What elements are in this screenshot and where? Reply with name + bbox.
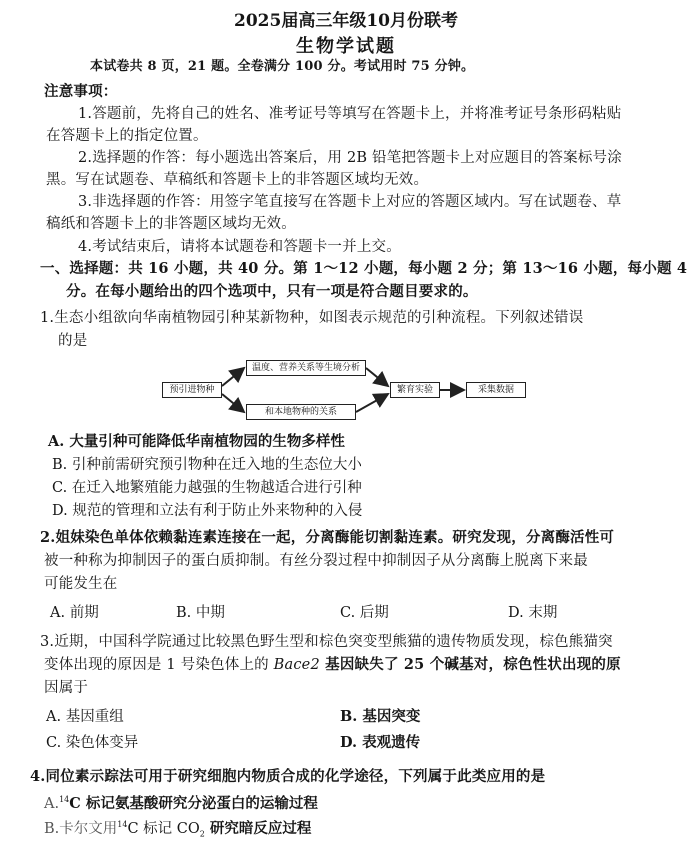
q3-stem-part: 变体出现的原因是 1 号染色体上的 [44, 657, 274, 673]
subject-title: 生物学试题 [296, 36, 396, 57]
option-label: B.卡尔文用 [44, 820, 118, 837]
note-line: 稿纸和答题卡上的非答题区域均无效。 [46, 216, 296, 232]
flow-end-box: 采集数据 [466, 382, 526, 398]
q3-option-b: B. 基因突变 [340, 708, 421, 725]
q2-stem: 可能发生在 [44, 576, 118, 592]
q1-stem: 1.生态小组欲向华南植物园引种某新物种，如图表示规范的引种流程。下列叙述错误 [40, 310, 584, 326]
q3-option-a: A. 基因重组 [46, 709, 124, 725]
option-text: 研究暗反应过程 [204, 819, 312, 837]
q1-option-c: C. 在迁入地繁殖能力越强的生物越适合进行引种 [52, 480, 362, 496]
q1-flow-diagram [160, 354, 550, 430]
section-heading: 一、选择题：共 16 小题，共 40 分。第 1～12 小题，每小题 2 分；第 13～16 小题，每小题 4 [40, 260, 688, 277]
q2-option-a: A. 前期 [50, 605, 99, 621]
note-line: 2.选择题的作答：每小题选出答案后，用 2B 铅笔把答题卡上对应题目的答案标号涂 [78, 150, 622, 166]
subscript: 2 [199, 829, 205, 839]
flow-upper-box: 温度、营养关系等生境分析 [246, 360, 366, 376]
q2-stem: 2.姐妹染色单体依赖黏连素连接在一起，分离酶能切割黏连素。研究发现，分离酶活性可 [40, 529, 615, 546]
flow-middle-box: 繁育实验 [390, 382, 440, 398]
q2-stem: 被一种称为抑制因子的蛋白质抑制。有丝分裂过程中抑制因子从分离酶上脱离下来最 [44, 553, 588, 569]
exam-meta: 本试卷共 8 页，21 题。全卷满分 100 分。考试用时 75 分钟。 [90, 59, 475, 74]
q4-option-a [44, 790, 318, 814]
gene-name: Bace2 [273, 657, 320, 673]
option-label: A. [44, 795, 60, 812]
q1-stem: 的是 [58, 333, 88, 349]
option-text: C 标记氨基酸研究分泌蛋白的运输过程 [69, 794, 318, 812]
q3-stem: 因属于 [44, 680, 89, 696]
note-line: 在答题卡上的指定位置。 [46, 128, 208, 144]
note-line: 3.非选择题的作答：用签字笔直接写在答题卡上对应的答题区域内。写在试题卷、草 [78, 194, 622, 210]
q1-option-b: B. 引种前需研究预引物种在迁入地的生态位大小 [52, 457, 362, 473]
q2-option-c: C. 后期 [340, 605, 389, 621]
section-instruction: 分。在每小题给出的四个选项中，只有一项是符合题目要求的。 [66, 283, 478, 300]
flow-lower-box: 和本地物种的关系 [246, 404, 356, 420]
q3-option-c: C. 染色体变异 [46, 735, 139, 751]
note-line: 1.答题前，先将自己的姓名、准考证号等填写在答题卡上，并将准考证号条形码粘贴 [78, 106, 622, 122]
q2-option-d: D. 末期 [508, 605, 558, 621]
flow-start-box: 预引进物种 [162, 382, 222, 398]
q1-option-a: A. 大量引种可能降低华南植物园的生物多样性 [48, 433, 345, 450]
q3-option-d: D. 表观遗传 [340, 734, 421, 751]
q2-option-b: B. 中期 [176, 605, 225, 621]
q4-option-b [44, 815, 311, 845]
isotope-mass: 14 [59, 795, 70, 804]
q3-stem: 3.近期，中国科学院通过比较黑色野生型和棕色突变型熊猫的遗传物质发现，棕色熊猫突 [40, 634, 613, 650]
option-text: C 标记 CO [127, 820, 200, 837]
q4-stem: 4.同位素示踪法可用于研究细胞内物质合成的化学途径，下列属于此类应用的是 [30, 768, 546, 785]
notes-heading: 注意事项： [44, 83, 118, 100]
isotope-mass: 14 [117, 820, 128, 829]
q3-stem [44, 655, 621, 675]
exam-title: 2025届高三年级10月份联考 [234, 11, 458, 31]
q3-stem-part: 基因缺失了 25 个碱基对，棕色性状出现的原 [319, 656, 621, 673]
q1-option-d: D. 规范的管理和立法有利于防止外来物种的入侵 [52, 503, 363, 519]
note-line: 4.考试结束后，请将本试题卷和答题卡一并上交。 [78, 239, 401, 255]
note-line: 黑。写在试题卷、草稿纸和答题卡上的非答题区域均无效。 [46, 172, 429, 188]
